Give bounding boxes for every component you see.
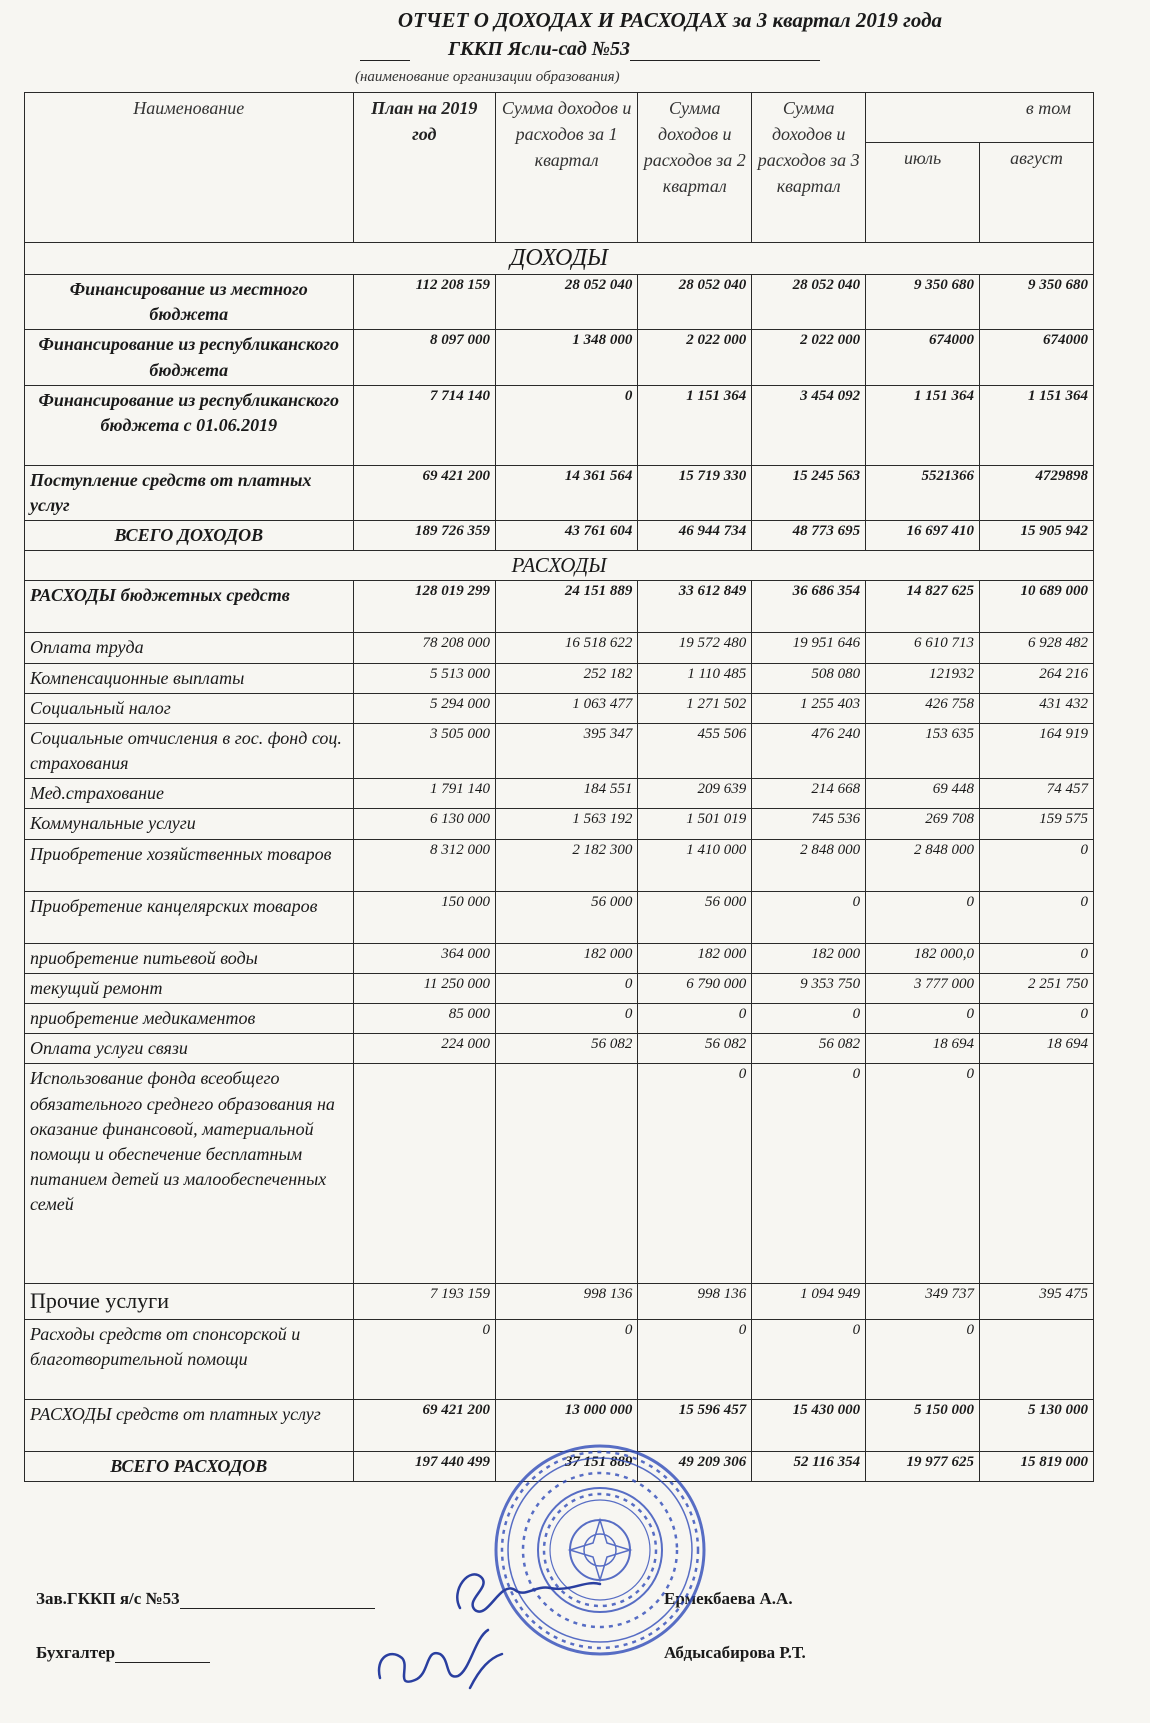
cell-august: 15 905 942 (980, 521, 1094, 551)
cell-q3: 2 022 000 (752, 330, 866, 385)
cell-july: 18 694 (866, 1034, 980, 1064)
cell-q2: 19 572 480 (638, 633, 752, 663)
expense-row (25, 693, 1094, 723)
cell-q3: 56 082 (752, 1034, 866, 1064)
underline (115, 1646, 210, 1663)
cell-july: 9 350 680 (866, 275, 980, 330)
cell-july: 182 000,0 (866, 943, 980, 973)
row-label: Социальный налог (25, 693, 354, 723)
cell-plan: 8 097 000 (353, 330, 495, 385)
cell-q2: 33 612 849 (638, 581, 752, 633)
cell-august: 15 819 000 (980, 1452, 1094, 1482)
income-row (25, 330, 1094, 385)
cell-plan: 8 312 000 (353, 839, 495, 891)
cell-q3: 745 536 (752, 809, 866, 839)
expense-row (25, 891, 1094, 943)
cell-plan: 5 294 000 (353, 693, 495, 723)
cell-plan: 5 513 000 (353, 663, 495, 693)
expense-row (25, 663, 1094, 693)
cell-plan: 1 791 140 (353, 779, 495, 809)
col-header-august: август (980, 143, 1094, 243)
row-label: ВСЕГО РАСХОДОВ (25, 1452, 354, 1482)
cell-q3: 476 240 (752, 723, 866, 778)
cell-july: 69 448 (866, 779, 980, 809)
cell-august (980, 1064, 1094, 1284)
cell-q2: 998 136 (638, 1284, 752, 1320)
cell-q2: 56 082 (638, 1034, 752, 1064)
cell-q1: 1 348 000 (495, 330, 637, 385)
cell-july: 16 697 410 (866, 521, 980, 551)
col-header-name: Наименование (25, 93, 354, 243)
other-services-row (25, 1284, 1094, 1320)
cell-august: 159 575 (980, 809, 1094, 839)
expense-row (25, 1004, 1094, 1034)
row-label: Прочие услуги (25, 1284, 354, 1320)
cell-q1: 43 761 604 (495, 521, 637, 551)
head-name: Ермекбаева А.А. (664, 1589, 793, 1608)
row-label: Мед.страхование (25, 779, 354, 809)
cell-plan: 150 000 (353, 891, 495, 943)
cell-q2: 56 000 (638, 891, 752, 943)
cell-q2: 1 151 364 (638, 385, 752, 465)
cell-plan: 0 (353, 1320, 495, 1400)
cell-august (980, 1320, 1094, 1400)
cell-july: 0 (866, 1064, 980, 1284)
cell-august: 5 130 000 (980, 1400, 1094, 1452)
cell-plan: 197 440 499 (353, 1452, 495, 1482)
row-label: Приобретение канцелярских товаров (25, 891, 354, 943)
report-title: ОТЧЕТ О ДОХОДАХ И РАСХОДАХ за 3 квартал 2019 года (397, 8, 943, 32)
cell-q2: 15 719 330 (638, 465, 752, 520)
cell-q2: 2 022 000 (638, 330, 752, 385)
cell-july: 349 737 (866, 1284, 980, 1320)
cell-plan: 112 208 159 (353, 275, 495, 330)
cell-plan (353, 1064, 495, 1284)
cell-july: 19 977 625 (866, 1452, 980, 1482)
cell-plan: 6 130 000 (353, 809, 495, 839)
expense-row (25, 1034, 1094, 1064)
cell-july: 1 151 364 (866, 385, 980, 465)
income-row (25, 385, 1094, 465)
cell-july: 153 635 (866, 723, 980, 778)
cell-july: 2 848 000 (866, 839, 980, 891)
cell-q1: 0 (495, 1320, 637, 1400)
cell-q1: 0 (495, 385, 637, 465)
row-label: Финансирование из местного бюджета (25, 275, 354, 330)
cell-q1: 184 551 (495, 779, 637, 809)
cell-q2: 1 501 019 (638, 809, 752, 839)
expenses-section-title: РАСХОДЫ (25, 551, 1094, 581)
row-label: Коммунальные услуги (25, 809, 354, 839)
cell-august: 0 (980, 1004, 1094, 1034)
cell-q1: 0 (495, 973, 637, 1003)
report-table (24, 92, 1094, 1482)
cell-august: 4729898 (980, 465, 1094, 520)
accountant-signature-line (36, 1643, 210, 1663)
cell-q2: 46 944 734 (638, 521, 752, 551)
cell-q3: 3 454 092 (752, 385, 866, 465)
cell-q2: 0 (638, 1004, 752, 1034)
accountant-label: Бухгалтер (36, 1643, 116, 1662)
row-label: приобретение медикаментов (25, 1004, 354, 1034)
cell-august: 0 (980, 839, 1094, 891)
cell-q2: 6 790 000 (638, 973, 752, 1003)
cell-q2: 1 110 485 (638, 663, 752, 693)
row-label: Использование фонда всеобщего обязательного среднего образования на оказание финансовой, материальной помощи и обеспечение бесплатным питанием детей из малообеспеченных семей (25, 1064, 354, 1284)
cell-q1: 37 151 889 (495, 1452, 637, 1482)
sponsor-expenses-row (25, 1320, 1094, 1400)
cell-q1 (495, 1064, 637, 1284)
cell-plan: 189 726 359 (353, 521, 495, 551)
cell-q1: 1 563 192 (495, 809, 637, 839)
cell-july: 6 610 713 (866, 633, 980, 663)
cell-q2: 0 (638, 1064, 752, 1284)
cell-plan: 69 421 200 (353, 465, 495, 520)
cell-q1: 24 151 889 (495, 581, 637, 633)
cell-q1: 56 000 (495, 891, 637, 943)
cell-august: 0 (980, 891, 1094, 943)
row-label: Поступление средств от платных услуг (25, 465, 354, 520)
cell-august: 164 919 (980, 723, 1094, 778)
cell-q3: 15 245 563 (752, 465, 866, 520)
col-header-q2: Сумма доходов и расходов за 2 квартал (638, 93, 752, 243)
cell-q3: 182 000 (752, 943, 866, 973)
cell-q3: 0 (752, 1320, 866, 1400)
underline (360, 42, 410, 61)
cell-july: 3 777 000 (866, 973, 980, 1003)
row-label: Финансирование из республиканского бюджета (25, 330, 354, 385)
underline (630, 42, 820, 61)
cell-august: 6 928 482 (980, 633, 1094, 663)
cell-q3: 1 255 403 (752, 693, 866, 723)
cell-august: 674000 (980, 330, 1094, 385)
row-label: РАСХОДЫ средств от платных услуг (25, 1400, 354, 1452)
cell-q1: 252 182 (495, 663, 637, 693)
cell-plan: 7 714 140 (353, 385, 495, 465)
cell-q1: 56 082 (495, 1034, 637, 1064)
cell-july: 5 150 000 (866, 1400, 980, 1452)
cell-august: 1 151 364 (980, 385, 1094, 465)
cell-plan: 78 208 000 (353, 633, 495, 663)
cell-q2: 49 209 306 (638, 1452, 752, 1482)
row-label: текущий ремонт (25, 973, 354, 1003)
cell-plan: 128 019 299 (353, 581, 495, 633)
cell-plan: 85 000 (353, 1004, 495, 1034)
cell-q1: 2 182 300 (495, 839, 637, 891)
col-header-q3: Сумма доходов и расходов за 3 квартал (752, 93, 866, 243)
income-row (25, 275, 1094, 330)
cell-q3: 9 353 750 (752, 973, 866, 1003)
row-label: Оплата труда (25, 633, 354, 663)
cell-july: 426 758 (866, 693, 980, 723)
cell-plan: 11 250 000 (353, 973, 495, 1003)
cell-august: 264 216 (980, 663, 1094, 693)
cell-q3: 36 686 354 (752, 581, 866, 633)
head-label: Зав.ГККП я/с №53 (36, 1589, 180, 1608)
cell-q3: 52 116 354 (752, 1452, 866, 1482)
cell-august: 431 432 (980, 693, 1094, 723)
cell-q2: 455 506 (638, 723, 752, 778)
cell-q3: 15 430 000 (752, 1400, 866, 1452)
cell-august: 9 350 680 (980, 275, 1094, 330)
cell-july: 0 (866, 891, 980, 943)
cell-august: 10 689 000 (980, 581, 1094, 633)
expense-row (25, 633, 1094, 663)
expenses-section-title-row (25, 551, 1094, 581)
cell-q3: 1 094 949 (752, 1284, 866, 1320)
cell-q1: 0 (495, 1004, 637, 1034)
row-label: приобретение питьевой воды (25, 943, 354, 973)
cell-q1: 13 000 000 (495, 1400, 637, 1452)
col-header-plan: План на 2019 год (353, 93, 495, 243)
cell-plan: 364 000 (353, 943, 495, 973)
expense-row (25, 723, 1094, 778)
underline (180, 1592, 375, 1609)
cell-august: 74 457 (980, 779, 1094, 809)
cell-august: 395 475 (980, 1284, 1094, 1320)
cell-august: 2 251 750 (980, 973, 1094, 1003)
row-label: ВСЕГО ДОХОДОВ (25, 521, 354, 551)
cell-july: 269 708 (866, 809, 980, 839)
cell-july: 674000 (866, 330, 980, 385)
row-label: Социальные отчисления в гос. фонд соц. страхования (25, 723, 354, 778)
cell-q2: 1 271 502 (638, 693, 752, 723)
cell-q3: 19 951 646 (752, 633, 866, 663)
cell-q3: 48 773 695 (752, 521, 866, 551)
row-label: Оплата услуги связи (25, 1034, 354, 1064)
accountant-name: Абдысабирова Р.Т. (664, 1643, 806, 1662)
income-total-row (25, 521, 1094, 551)
income-row (25, 465, 1094, 520)
row-label: РАСХОДЫ бюджетных средств (25, 581, 354, 633)
expense-row (25, 943, 1094, 973)
organization-line (360, 38, 880, 61)
cell-q1: 28 052 040 (495, 275, 637, 330)
cell-july: 14 827 625 (866, 581, 980, 633)
cell-q3: 0 (752, 1064, 866, 1284)
head-signature-line (36, 1589, 375, 1609)
cell-q3: 214 668 (752, 779, 866, 809)
cell-q1: 14 361 564 (495, 465, 637, 520)
cell-q2: 209 639 (638, 779, 752, 809)
cell-q1: 998 136 (495, 1284, 637, 1320)
budget-expenses-row (25, 581, 1094, 633)
expense-row (25, 1064, 1094, 1284)
cell-august: 18 694 (980, 1034, 1094, 1064)
cell-plan: 224 000 (353, 1034, 495, 1064)
cell-q1: 1 063 477 (495, 693, 637, 723)
cell-july: 0 (866, 1004, 980, 1034)
col-header-july: июль (866, 143, 980, 243)
cell-plan: 69 421 200 (353, 1400, 495, 1452)
organization-caption: (наименование организации образования) (355, 69, 620, 85)
cell-q2: 0 (638, 1320, 752, 1400)
cell-q2: 182 000 (638, 943, 752, 973)
cell-q1: 16 518 622 (495, 633, 637, 663)
cell-q2: 15 596 457 (638, 1400, 752, 1452)
cell-q3: 508 080 (752, 663, 866, 693)
row-label: Приобретение хозяйственных товаров (25, 839, 354, 891)
row-label: Компенсационные выплаты (25, 663, 354, 693)
cell-plan: 3 505 000 (353, 723, 495, 778)
accountant-signature-icon (370, 1618, 510, 1708)
cell-july: 0 (866, 1320, 980, 1400)
cell-plan: 7 193 159 (353, 1284, 495, 1320)
cell-july: 121932 (866, 663, 980, 693)
expense-row (25, 809, 1094, 839)
expense-row (25, 779, 1094, 809)
income-section-title: ДОХОДЫ (25, 243, 1094, 275)
expense-row (25, 839, 1094, 891)
organization-name: ГККП Ясли-сад №53 (448, 38, 631, 60)
row-label: Финансирование из республиканского бюджета с 01.06.2019 (25, 385, 354, 465)
cell-july: 5521366 (866, 465, 980, 520)
row-label: Расходы средств от спонсорской и благотворительной помощи (25, 1320, 354, 1400)
expense-row (25, 973, 1094, 1003)
cell-q2: 28 052 040 (638, 275, 752, 330)
col-header-q1: Сумма доходов и расходов за 1 квартал (495, 93, 637, 243)
cell-q3: 0 (752, 1004, 866, 1034)
cell-q3: 0 (752, 891, 866, 943)
col-header-including: в том (866, 93, 1094, 143)
cell-q3: 28 052 040 (752, 275, 866, 330)
cell-q1: 395 347 (495, 723, 637, 778)
cell-q1: 182 000 (495, 943, 637, 973)
cell-q2: 1 410 000 (638, 839, 752, 891)
report-body (25, 243, 1094, 1482)
cell-q3: 2 848 000 (752, 839, 866, 891)
cell-august: 0 (980, 943, 1094, 973)
